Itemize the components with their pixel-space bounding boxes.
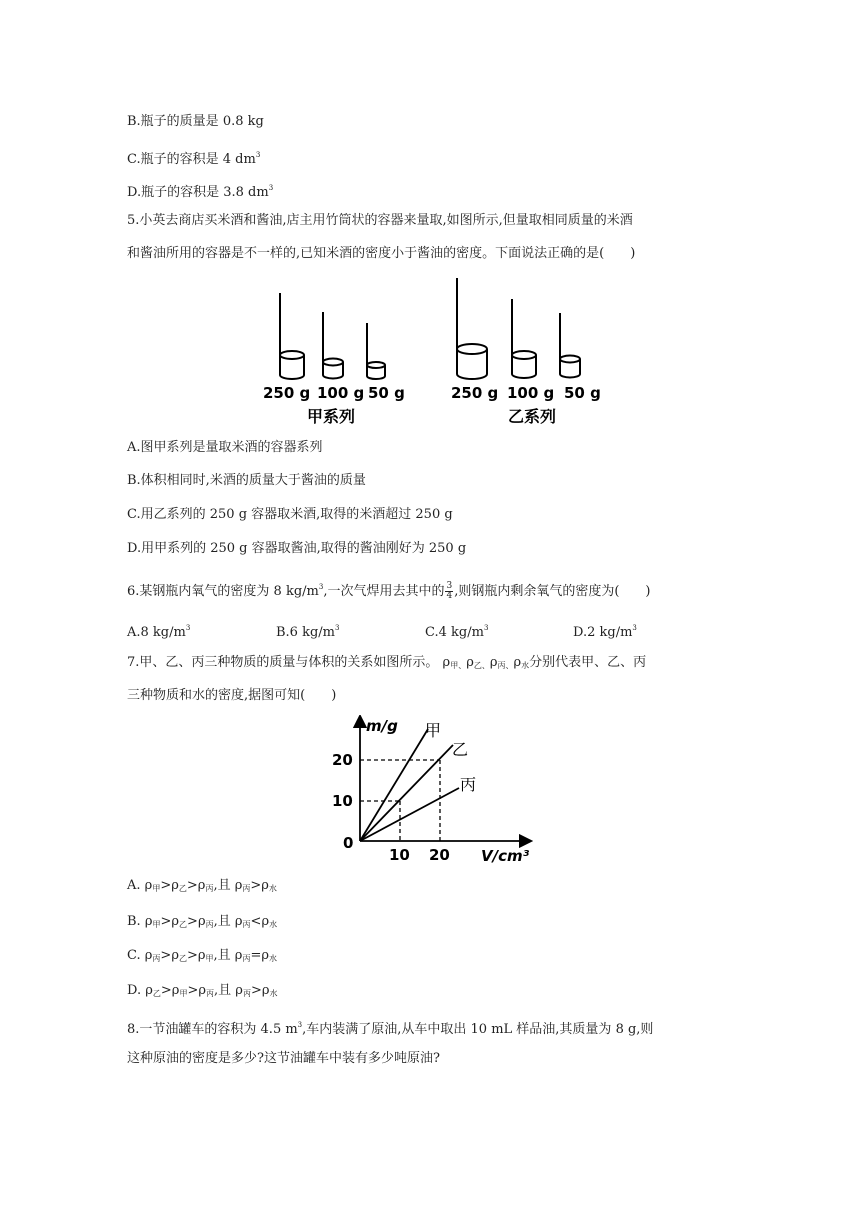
q6-option-a: A.8 $kg/m^3$ [127, 624, 191, 640]
yi-series-title: 乙系列 [508, 407, 557, 425]
q7-stem-line1: 7.甲、乙、丙三种物质的质量与体积的关系如图所示。 $\rho_{甲、}\rho_{乙、}\rho_{丙、}\rho_水$分别代表甲、乙、丙 [127, 655, 647, 670]
yi-container-250 [457, 278, 487, 379]
q5-option-b: B.体积相同时,米酒的质量大于酱油的质量 [127, 473, 366, 488]
q5-container-figure [0, 275, 860, 425]
jia-series-title: 甲系列 [307, 407, 356, 425]
jia-container-100 [323, 312, 343, 379]
graph-xlabel: V/cm³ [481, 847, 530, 865]
q8-stem-line2: 这种原油的密度是多少?这节油罐车中装有多少吨原油? [127, 1051, 440, 1066]
series-bing-label: 丙 [460, 775, 477, 794]
q7-stem-line2: 三种物质和水的密度,据图可知( ) [127, 688, 337, 703]
q4-option-d: D.瓶子的容积是 3.8 $dm^3$ [127, 184, 274, 200]
q7-option-c: C. $\rho_丙>\rho_乙>\rho_甲$,且 $\rho_丙=\rho_水$ [127, 948, 278, 963]
series-jia-label: 甲 [425, 721, 442, 740]
q5-option-d: D.用甲系列的 250 g 容器取酱油,取得的酱油刚好为 250 g [127, 541, 467, 556]
q6-option-c: C.4 $kg/m^3$ [425, 624, 489, 640]
q6-option-d: D.2 $kg/m^3$ [573, 624, 637, 640]
q4-option-b: B.瓶子的质量是 0.8 kg [127, 114, 264, 129]
yi-container-100 [512, 299, 536, 378]
q5-option-a: A.图甲系列是量取米酒的容器系列 [127, 440, 323, 455]
jia-label-100: 100 g [317, 384, 365, 402]
q5-option-c: C.用乙系列的 250 g 容器取米酒,取得的米酒超过 250 g [127, 507, 453, 522]
q7-option-a: A. $\rho_甲>\rho_乙>\rho_丙$,且 $\rho_丙>\rho_水$ [127, 878, 277, 893]
q5-stem-line1: 5.小英去商店买米酒和酱油,店主用竹筒状的容器来量取,如图所示,但量取相同质量的米酒 [127, 213, 633, 228]
graph-ytick-10: 10 [332, 792, 353, 810]
graph-origin: 0 [343, 834, 354, 852]
graph-xtick-20: 20 [429, 846, 450, 864]
graph-ylabel: m/g [366, 717, 398, 735]
q7-mass-volume-graph [330, 715, 550, 865]
jia-container-250 [280, 293, 304, 379]
q7-option-d: D. $\rho_乙>\rho_甲>\rho_丙$,且 $\rho_丙>\rho_水$ [127, 983, 278, 998]
yi-label-50: 50 g [564, 384, 601, 402]
q8-stem-line1: 8.一节油罐车的容积为 4.5 $m^3$,车内装满了原油,从车中取出 10 mL 样品油,其质量为 8 g,则 [127, 1021, 654, 1037]
q4-option-c: C.瓶子的容积是 4 $dm^3$ [127, 151, 261, 167]
yi-container-50 [560, 313, 580, 378]
jia-label-50: 50 g [368, 384, 405, 402]
q6-stem: 6.某钢瓶内氧气的密度为 8 $kg/m^3$,一次气焊用去其中的 $\frac{3}{4}$ ,则钢瓶内剩余氧气的密度为( ) [127, 581, 651, 601]
q6-fraction: $\frac{3}{4}$ [446, 581, 453, 601]
series-yi-label: 乙 [452, 740, 469, 759]
series-jia-line [360, 729, 428, 841]
jia-label-250: 250 g [263, 384, 311, 402]
q5-stem-line2: 和酱油所用的容器是不一样的,已知米酒的密度小于酱油的密度。下面说法正确的是( ) [127, 246, 636, 261]
series-yi-line [360, 745, 453, 841]
graph-xtick-10: 10 [389, 846, 410, 864]
jia-container-50 [367, 323, 385, 379]
yi-label-250: 250 g [451, 384, 499, 402]
series-bing-line [360, 788, 459, 841]
yi-label-100: 100 g [507, 384, 555, 402]
graph-ytick-20: 20 [332, 751, 353, 769]
q7-option-b: B. $\rho_甲>\rho_乙>\rho_丙$,且 $\rho_丙<\rho_水$ [127, 914, 278, 929]
q6-option-b: B.6 $kg/m^3$ [276, 624, 340, 640]
